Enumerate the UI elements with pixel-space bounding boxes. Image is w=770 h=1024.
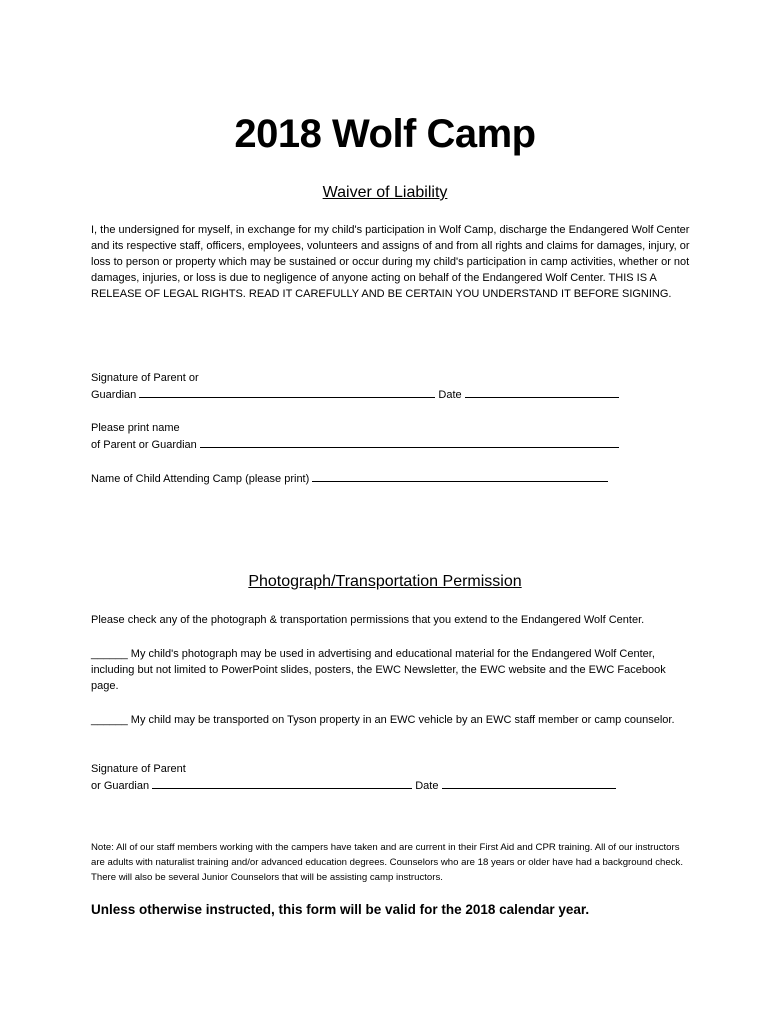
guardian-printed-name-field[interactable] xyxy=(200,436,619,448)
signature-row xyxy=(91,386,619,403)
permission-signature-label-line2: or Guardian xyxy=(91,780,150,792)
transport-permission-item xyxy=(91,712,691,728)
permission-signature-label-line1: Signature of Parent xyxy=(91,763,186,775)
permission-signature-field[interactable] xyxy=(152,777,412,789)
transport-permission-text: My child may be transported on Tyson property in an EWC vehicle by an EWC staff member or camp counselor. xyxy=(127,714,675,726)
photo-permission-item xyxy=(91,646,691,694)
permission-heading: Photograph/Transportation Permission xyxy=(248,573,522,590)
guardian-signature-field[interactable] xyxy=(139,386,435,398)
permission-signature-row xyxy=(91,777,616,794)
page-title: 2018 Wolf Camp xyxy=(234,112,536,156)
validity-statement: Unless otherwise instructed, this form will be valid for the 2018 calendar year. xyxy=(91,902,590,917)
date-label: Date xyxy=(438,389,462,401)
waiver-heading: Waiver of Liability xyxy=(322,184,448,201)
print-name-label-line2: of Parent or Guardian xyxy=(91,439,197,451)
signature-date-field[interactable] xyxy=(465,386,619,398)
photo-permission-checkbox-blank[interactable]: ______ xyxy=(91,648,128,660)
child-name-row xyxy=(91,470,608,487)
waiver-body: I, the undersigned for myself, in exchange for my child's participation in Wolf Camp, discharge the Endangered Wolf Center and its respective staff, officers, employees, volunteers and assigns of and from all rights and claims for damages, injury, or loss to person or property which may be sustained or occur during my child's participation in camp activities, whether or not damages, injuries, or loss is due to negligence of anyone acting on behalf of the Endangered Wolf Center. THIS IS A RELEASE OF LEGAL RIGHTS. READ IT CAREFULLY AND BE CERTAIN YOU UNDERSTAND IT BEFORE SIGNING. xyxy=(91,224,690,300)
signature-label-line2: Guardian xyxy=(91,389,137,401)
print-name-label-line1: Please print name xyxy=(91,422,180,434)
staff-note: Note: All of our staff members working with the campers have taken and are current in their First Aid and CPR training. All of our instructors are adults with naturalist training and/or advanced education degrees. Counselors who are 18 years or older have had a background check. There will also be several Junior Counselors that will be assisting camp instructors. xyxy=(91,842,683,883)
permission-intro: Please check any of the photograph & transportation permissions that you extend to the Endangered Wolf Center. xyxy=(91,614,645,626)
permission-date-label: Date xyxy=(415,780,439,792)
permission-date-field[interactable] xyxy=(442,777,616,789)
print-name-row xyxy=(91,436,619,453)
child-name-label: Name of Child Attending Camp (please print) xyxy=(91,473,310,485)
transport-permission-checkbox-blank[interactable]: ______ xyxy=(91,714,128,726)
child-name-field[interactable] xyxy=(312,470,608,482)
photo-permission-text: My child's photograph may be used in advertising and educational material for the Endangered Wolf Center, including but not limited to PowerPoint slides, posters, the EWC Newsletter, the EWC website and the EWC Facebook page. xyxy=(91,648,666,692)
signature-label-line1: Signature of Parent or xyxy=(91,372,199,384)
